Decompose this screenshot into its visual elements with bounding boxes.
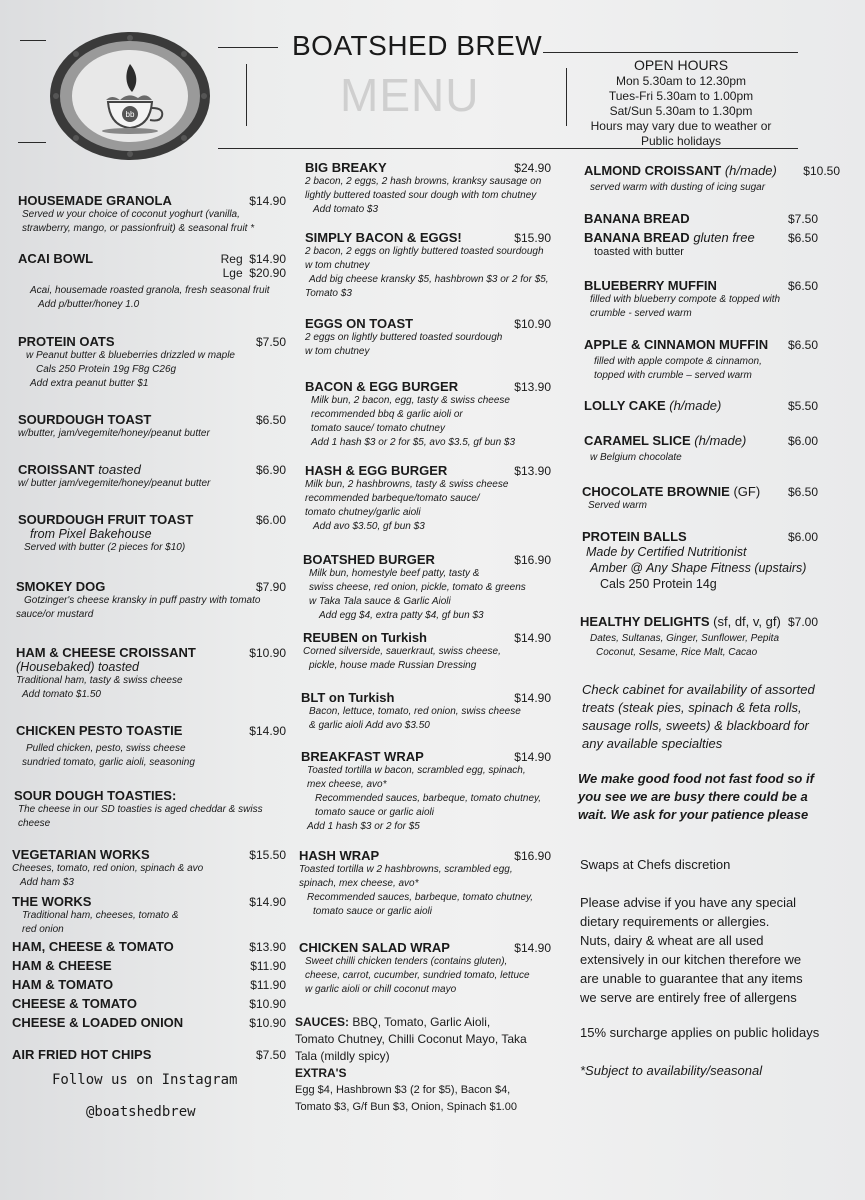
item-desc: swiss cheese, red onion, pickle, tomato & greens — [309, 582, 526, 593]
item-desc: w Taka Tala sauce & Garlic Aioli — [309, 596, 451, 607]
menu-item-blt — [301, 690, 551, 733]
item-desc: Served w your choice of coconut yoghurt (vanilla, — [22, 209, 240, 220]
menu-item-big-breaky — [305, 160, 551, 217]
item-desc: Dates, Sultanas, Ginger, Sunflower, Pepita — [590, 633, 779, 644]
item-desc: Gotzinger's cheese kransky in puff pastry with tomato — [24, 595, 261, 606]
item-price: $14.90 — [514, 750, 551, 764]
note-line: any available specialties — [582, 736, 723, 751]
item-desc: Cals 250 Protein 14g — [600, 577, 717, 591]
item-desc: Amber @ Any Shape Fitness (upstairs) — [590, 561, 807, 575]
note-line: We make good food not fast food so if — [578, 771, 814, 786]
cafe-title: BOATSHED BREW — [292, 30, 543, 61]
item-name: VEGETARIAN WORKS — [12, 847, 150, 862]
item-price: $6.50 — [255, 413, 286, 427]
item-desc: served warm with dusting of icing sugar — [590, 182, 766, 193]
item-price: $6.00 — [787, 530, 818, 544]
item-desc: cheese, carrot, cucumber, sundried tomato, lettuce — [305, 970, 530, 981]
note-line: Nuts, dairy & wheat are all used — [580, 933, 764, 948]
item-desc: toasted with butter — [594, 246, 684, 258]
section-heading: SOUR DOUGH TOASTIES: — [14, 788, 177, 803]
item-price: $6.50 — [787, 485, 818, 499]
item-desc: 2 bacon, 2 eggs, 2 hash browns, kranksy sausage on — [305, 176, 542, 187]
item-desc: w Peanut butter & blueberries drizzled w maple — [26, 350, 235, 361]
item-price: $7.90 — [255, 580, 286, 594]
note-line: extensively in our kitchen therefore we — [580, 952, 802, 967]
item-desc: cheese — [18, 818, 51, 829]
item-desc: Served warm — [588, 500, 647, 511]
item-name: CARAMEL SLICE — [584, 433, 691, 448]
item-price: $14.90 — [249, 724, 286, 738]
item-desc: Pulled chicken, pesto, swiss cheese — [26, 743, 186, 754]
item-desc: Cheeses, tomato, red onion, spinach & avo — [12, 863, 204, 874]
item-name: HEALTHY DELIGHTS — [580, 614, 710, 629]
item-price: $15.50 — [249, 848, 286, 862]
menu-item-fruit-toast — [18, 512, 286, 555]
item-name: SMOKEY DOG — [16, 579, 106, 594]
open-hours-heading: OPEN HOURS — [633, 57, 729, 73]
item-name: THE WORKS — [12, 894, 92, 909]
item-desc: Add ham $3 — [20, 877, 74, 888]
menu-item-smokey-dog — [16, 579, 286, 622]
item-price: $10.90 — [249, 1016, 286, 1030]
menu-item-bacon-egg-burger — [305, 379, 551, 450]
item-price: $14.90 — [249, 194, 286, 208]
item-desc: & garlic aioli Add avo $3.50 — [309, 720, 430, 731]
item-price: $10.90 — [249, 997, 286, 1011]
item-name: BREAKFAST WRAP — [301, 749, 424, 764]
item-desc: Toasted tortilla w bacon, scrambled egg, spinach, — [307, 765, 526, 776]
item-desc: topped with crumble – served warm — [594, 370, 752, 381]
item-name: HAM & CHEESE CROISSANT — [16, 645, 196, 660]
size-lge: Lge — [222, 266, 243, 280]
menu-item-reuben — [303, 630, 551, 673]
item-desc: crumble - served warm — [590, 308, 692, 319]
menu-item-hot-chips — [12, 1047, 286, 1062]
item-price: $14.90 — [249, 895, 286, 909]
item-desc: Add extra peanut butter $1 — [30, 378, 149, 389]
item-subtitle: (Housebaked) toasted — [16, 660, 139, 674]
item-price: $7.50 — [255, 335, 286, 349]
note-line: Check cabinet for availability of assorted — [582, 682, 815, 697]
menu-item-chicken-pesto — [16, 723, 286, 770]
simple-toasties-list — [12, 939, 286, 1034]
item-name-extra: (GF) — [733, 484, 761, 499]
item-name-extra: (h/made) — [724, 163, 777, 178]
item-name-extra: (h/made) — [669, 398, 722, 413]
item-name: BANANA BREAD — [584, 230, 690, 245]
item-desc: Bacon, lettuce, tomato, red onion, swiss cheese — [309, 706, 521, 717]
list-item — [12, 1015, 286, 1034]
item-name: HASH WRAP — [299, 848, 380, 863]
hours-line: Tues-Fri 5.30am to 1.00pm — [608, 89, 754, 103]
item-price: $14.90 — [514, 691, 551, 705]
note-line: sausage rolls, sweets) & blackboard for — [582, 718, 809, 733]
item-price: $16.90 — [514, 849, 551, 863]
item-desc: Milk bun, 2 hashbrowns, tasty & swiss cheese — [305, 479, 509, 490]
swaps-note: Swaps at Chefs discretion — [580, 857, 731, 872]
extras-line: Tomato $3, G/f Bun $3, Onion, Spinach $1.00 — [295, 1101, 517, 1113]
item-desc: Coconut, Sesame, Rice Malt, Cacao — [596, 647, 758, 658]
item-desc: w garlic aioli or chill coconut mayo — [305, 984, 457, 995]
item-price: $13.90 — [514, 464, 551, 478]
item-desc: Corned silverside, sauerkraut, swiss cheese, — [303, 646, 501, 657]
hours-line: Sat/Sun 5.30am to 1.30pm — [609, 104, 753, 118]
item-desc: Milk bun, 2 bacon, egg, tasty & swiss cheese — [311, 395, 510, 406]
item-desc: 2 eggs on lightly buttered toasted sourdough — [305, 332, 503, 343]
item-name-extra: (sf, df, v, gf) — [713, 614, 781, 629]
extras-line: Egg $4, Hashbrown $3 (2 for $5), Bacon $4, — [295, 1084, 511, 1096]
item-name-extra: toasted — [98, 462, 141, 477]
instagram-prompt: Follow us on Instagram — [52, 1072, 238, 1088]
note-line: wait. We ask for your patience please — [578, 807, 809, 822]
menu-item-the-works — [12, 894, 286, 937]
menu-item-granola — [18, 193, 286, 236]
item-desc: filled with apple compote & cinnamon, — [594, 356, 762, 367]
list-item — [12, 977, 286, 996]
item-desc: w tom chutney — [305, 346, 370, 357]
item-desc: Served with butter (2 pieces for $10) — [24, 542, 186, 553]
menu-item-bacon-eggs — [305, 230, 551, 301]
right-column — [580, 0, 840, 1200]
item-desc: Milk bun, homestyle beef patty, tasty & — [309, 568, 480, 579]
item-price: $15.90 — [514, 231, 551, 245]
item-price: $14.90 — [514, 631, 551, 645]
item-price: $13.90 — [249, 940, 286, 954]
item-desc: sauce/or mustard — [16, 609, 94, 620]
item-name: SIMPLY BACON & EGGS! — [305, 230, 462, 245]
item-name: BOATSHED BURGER — [303, 552, 435, 567]
item-name-extra: (h/made) — [694, 433, 747, 448]
item-desc: Add p/butter/honey 1.0 — [38, 299, 140, 310]
item-desc: tomato sauce/ tomato chutney — [311, 423, 445, 434]
item-name: BACON & EGG BURGER — [305, 379, 459, 394]
item-desc: tomato chutney/garlic aioli — [305, 507, 421, 518]
item-name: SOURDOUGH TOAST — [18, 412, 152, 427]
item-price: $6.00 — [255, 513, 286, 527]
item-desc: spinach, mex cheese, avo* — [299, 878, 419, 889]
item-desc: sundried tomato, garlic aioli, seasoning — [22, 757, 195, 768]
item-price: $7.00 — [787, 615, 818, 629]
item-price: $10.90 — [249, 646, 286, 660]
item-desc: tomato sauce or garlic aioli — [315, 807, 434, 818]
item-name: CHICKEN PESTO TOASTIE — [16, 723, 183, 738]
sauces-line: Tala (mildly spicy) — [295, 1049, 390, 1063]
item-name: CHICKEN SALAD WRAP — [299, 940, 450, 955]
item-desc: Cals 250 Protein 19g F8g C26g — [36, 364, 177, 375]
item-name: APPLE & CINNAMON MUFFIN — [584, 337, 769, 352]
menu-item-banana-bread-gf — [584, 230, 818, 259]
menu-item-ham-cheese-croissant — [16, 645, 286, 702]
note-line: are unable to guarantee that any items — [580, 971, 803, 986]
item-name: CHEESE & TOMATO — [12, 996, 137, 1011]
extras-label: EXTRA'S — [295, 1066, 347, 1080]
menu-item-healthy-delights — [580, 614, 818, 660]
menu-item-acai — [18, 251, 286, 312]
item-price-reg: $14.90 — [249, 252, 286, 266]
menu-item-blueberry-muffin — [584, 278, 818, 321]
item-name: BANANA BREAD — [584, 211, 690, 226]
item-desc: Add avo $3.50, gf bun $3 — [313, 521, 425, 532]
item-desc: red onion — [22, 924, 64, 935]
menu-item-chocolate-brownie — [582, 484, 818, 513]
hours-line: Public holidays — [640, 134, 722, 148]
menu-item-hash-wrap — [299, 848, 551, 919]
item-desc: w/ butter jam/vegemite/honey/peanut butter — [18, 478, 211, 489]
menu-item-protein-oats — [18, 334, 286, 391]
item-desc: Add 1 hash $3 or 2 for $5, avo $3.5, gf bun $3 — [311, 437, 516, 448]
item-name: ACAI BOWL — [18, 251, 94, 266]
item-desc: pickle, house made Russian Dressing — [309, 660, 477, 671]
item-desc: filled with blueberry compote & topped with — [590, 294, 781, 305]
item-name: BLT on Turkish — [301, 690, 395, 705]
item-price: $10.90 — [514, 317, 551, 331]
item-price: $10.50 — [803, 164, 840, 178]
size-reg: Reg — [220, 252, 243, 266]
item-desc: Add egg $4, extra patty $4, gf bun $3 — [319, 610, 484, 621]
patience-note — [578, 770, 840, 824]
middle-column — [295, 0, 551, 1200]
item-name: HAM, CHEESE & TOMATO — [12, 939, 174, 954]
item-desc: Recommended sauces, barbeque, tomato chutney, — [307, 892, 534, 903]
item-desc: w tom chutney — [305, 260, 370, 271]
item-name: SOURDOUGH FRUIT TOAST — [18, 512, 194, 527]
menu-item-breakfast-wrap — [301, 749, 551, 834]
availability-note: *Subject to availability/seasonal — [580, 1063, 763, 1078]
item-desc: Sweet chilli chicken tenders (contains gluten), — [305, 956, 508, 967]
menu-item-vegetarian-works — [12, 847, 286, 890]
item-desc: Recommended sauces, barbeque, tomato chutney, — [315, 793, 542, 804]
item-name: CROISSANT — [18, 462, 95, 477]
menu-item-croissant — [18, 462, 286, 491]
menu-item-protein-balls — [582, 529, 818, 592]
item-price: $16.90 — [514, 553, 551, 567]
list-item — [12, 996, 286, 1015]
item-price: $5.50 — [787, 399, 818, 413]
item-desc: Add big cheese kransky $5, hashbrown $3 or 2 for $5, — [309, 274, 549, 285]
instagram-handle[interactable]: @boatshedbrew — [86, 1104, 196, 1120]
item-name: HOUSEMADE GRANOLA — [18, 193, 172, 208]
item-desc: mex cheese, avo* — [307, 779, 387, 790]
item-name: ALMOND CROISSANT — [584, 163, 722, 178]
note-line: you see we are busy there could be a — [578, 789, 808, 804]
item-price: $6.00 — [787, 434, 818, 448]
item-price: $6.90 — [255, 463, 286, 477]
cabinet-note — [582, 681, 840, 753]
item-desc: strawberry, mango, or passionfruit) & seasonal fruit * — [22, 223, 255, 234]
item-price: $6.50 — [787, 279, 818, 293]
note-line: we serve are entirely free of allergens — [580, 990, 797, 1005]
item-name: EGGS ON TOAST — [305, 316, 414, 331]
item-price: $11.90 — [250, 978, 286, 992]
menu-item-lolly-cake — [584, 398, 818, 413]
item-price: $7.50 — [787, 212, 818, 226]
item-price: $13.90 — [514, 380, 551, 394]
item-desc: recommended barbeque/tomato sauce/ — [305, 493, 480, 504]
menu-item-banana-bread — [584, 211, 818, 226]
item-name: BIG BREAKY — [305, 160, 387, 175]
menu-item-hash-egg-burger — [305, 463, 551, 534]
item-price: $6.50 — [787, 231, 818, 245]
item-price: $24.90 — [514, 161, 551, 175]
item-name: CHEESE & LOADED ONION — [12, 1015, 184, 1030]
item-name-extra: gluten free — [693, 230, 755, 245]
menu-heading: MENU — [340, 69, 480, 121]
item-name: BLUEBERRY MUFFIN — [584, 278, 717, 293]
sauces-section — [295, 1014, 551, 1116]
menu-item-sourdough-toast — [18, 412, 286, 441]
item-desc: 2 bacon, 2 eggs on lightly buttered toasted sourdough — [305, 246, 544, 257]
list-item — [12, 958, 286, 977]
item-desc: w/butter, jam/vegemite/honey/peanut butter — [18, 428, 210, 439]
item-desc: Made by Certified Nutritionist — [586, 545, 747, 559]
item-subtitle: from Pixel Bakehouse — [30, 527, 152, 541]
item-desc: recommended bbq & garlic aioli or — [311, 409, 463, 420]
item-desc: lightly buttered toasted sour dough with tom chutney — [305, 190, 537, 201]
menu-item-boatshed-burger — [303, 552, 551, 623]
left-column — [14, 0, 286, 1200]
item-name: AIR FRIED HOT CHIPS — [12, 1047, 152, 1062]
note-line: treats (steak pies, spinach & feta rolls, — [582, 700, 802, 715]
note-line: Please advise if you have any special — [580, 895, 797, 910]
item-price-lge: $20.90 — [249, 266, 286, 280]
sauces-label: SAUCES: — [295, 1015, 350, 1029]
item-price: $7.50 — [255, 1048, 286, 1062]
item-desc: Toasted tortilla w 2 hashbrowns, scrambled egg, — [299, 864, 513, 875]
item-desc: The cheese in our SD toasties is aged cheddar & swiss — [18, 804, 263, 815]
menu-item-almond-croissant — [584, 163, 840, 195]
item-desc: Traditional ham, cheeses, tomato & — [22, 910, 179, 921]
item-name: LOLLY CAKE — [584, 398, 666, 413]
item-desc: Add tomato $3 — [313, 204, 379, 215]
menu-item-eggs-on-toast — [305, 316, 551, 359]
note-line: dietary requirements or allergies. — [580, 914, 770, 929]
logo-monogram: bb — [125, 110, 135, 119]
item-desc: Add 1 hash $3 or 2 for $5 — [307, 821, 420, 832]
item-desc: Acai, housemade roasted granola, fresh seasonal fruit — [30, 285, 270, 296]
menu-item-chicken-salad-wrap — [299, 940, 551, 997]
menu-item-caramel-slice — [584, 433, 818, 465]
list-item — [12, 939, 286, 958]
item-name: PROTEIN BALLS — [582, 529, 687, 544]
item-price: $11.90 — [250, 959, 286, 973]
item-desc: Add tomato $1.50 — [22, 689, 101, 700]
item-name: HAM & TOMATO — [12, 977, 114, 992]
item-desc: w Belgium chocolate — [590, 452, 682, 463]
menu-item-apple-muffin — [584, 337, 818, 383]
item-name: HAM & CHEESE — [12, 958, 112, 973]
hours-line: Hours may vary due to weather or — [590, 119, 772, 133]
menu-section-toasties — [14, 788, 286, 831]
item-desc: tomato sauce or garlic aioli — [313, 906, 432, 917]
hours-line: Mon 5.30am to 12.30pm — [615, 74, 747, 88]
item-name: HASH & EGG BURGER — [305, 463, 448, 478]
item-desc: Tomato $3 — [305, 288, 352, 299]
item-price: $6.50 — [787, 338, 818, 352]
sauces-line: Tomato Chutney, Chilli Coconut Mayo, Taka — [295, 1032, 527, 1046]
sauces-text: BBQ, Tomato, Garlic Aioli, — [352, 1015, 491, 1029]
allergy-note — [580, 893, 840, 1007]
surcharge-note: 15% surcharge applies on public holidays — [580, 1025, 820, 1040]
item-name: REUBEN on Turkish — [303, 630, 427, 645]
item-name: CHOCOLATE BROWNIE — [582, 484, 730, 499]
item-price: $14.90 — [514, 941, 551, 955]
item-desc: Traditional ham, tasty & swiss cheese — [16, 675, 183, 686]
item-name: PROTEIN OATS — [18, 334, 115, 349]
